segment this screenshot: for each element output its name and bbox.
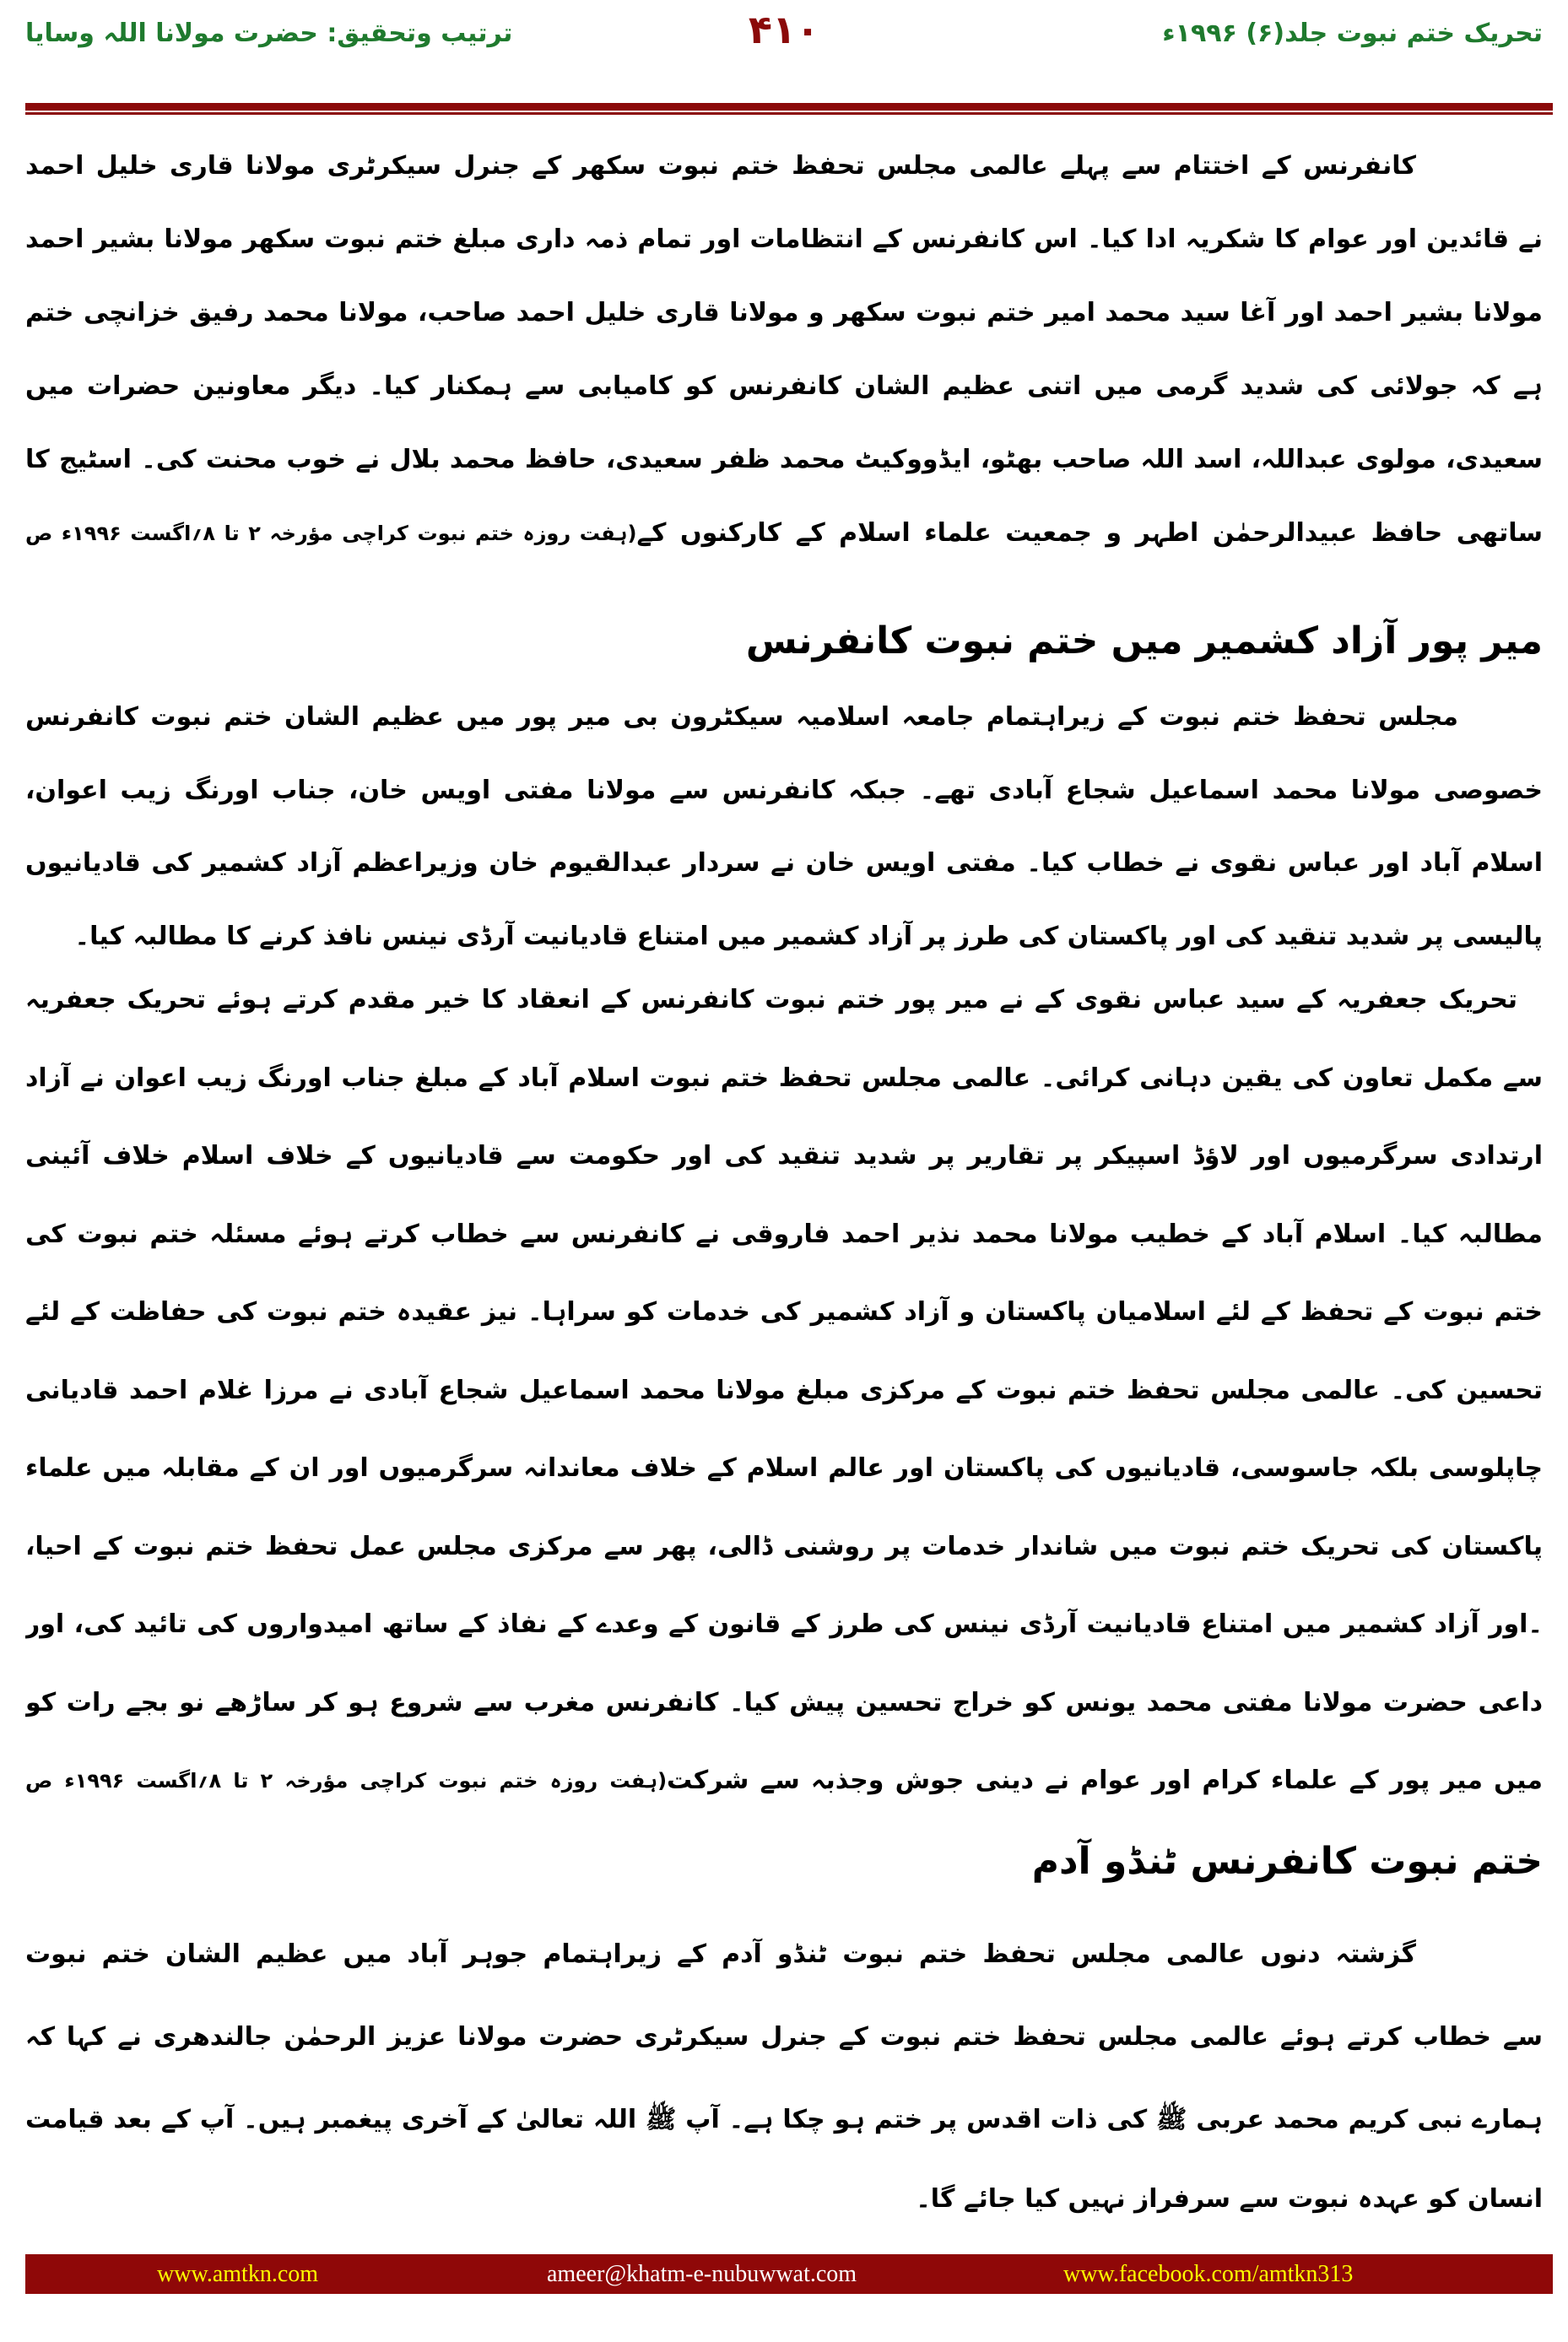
website-link[interactable]: www.amtkn.com bbox=[157, 2261, 319, 2287]
paragraph-line: مولانا بشیر احمد اور آغا سید محمد امیر ختم نبوت سکھر و مولانا قاری خلیل احمد صاحب، مولانا محمد رفیق خزانچی ختم bbox=[25, 298, 1543, 327]
paragraph-line: کانفرنس کے اختتام سے پہلے عالمی مجلس تحفظ ختم نبوت سکھر کے جنرل سیکرٹری مولانا قاری خلیل احمد bbox=[25, 151, 1416, 181]
book-title: تحریک ختم نبوت جلد(۶) ۱۹۹۶ء bbox=[1162, 19, 1543, 48]
paragraph-line: پالیسی پر شدید تنقید کی اور پاکستان کی طرز پر آزاد کشمیر میں امتناع قادیانیت آرڈی نینس نافذ کرنے کا مطالبہ کیا۔ bbox=[74, 922, 1543, 951]
section-heading: میر پور آزاد کشمیر میں ختم نبوت کانفرنس bbox=[745, 619, 1543, 663]
compiler-credit: ترتیب وتحقیق: حضرت مولانا اللہ وسایا bbox=[25, 19, 513, 48]
paragraph-line: پاکستان کی تحریک ختم نبوت میں شاندار خدمات پر روشنی ڈالی، پھر سے مرکزی مجلس عمل تحفظ ختم نبوت کے احیا، bbox=[25, 1532, 1543, 1561]
paragraph-line: نے قائدین اور عوام کا شکریہ ادا کیا۔ اس کانفرنس کے انتظامات اور تمام ذمہ داری مبلغ ختم نبوت سکھر مولانا بشیر احمد bbox=[25, 224, 1543, 254]
header-rule-thin bbox=[25, 112, 1553, 115]
paragraph-line: داعی حضرت مولانا مفتی محمد یونس کو خراج تحسین پیش کیا۔ کانفرنس مغرب سے شروع ہو کر ساڑھے نو بجے رات کو bbox=[25, 1688, 1543, 1717]
paragraph-line: مجلس تحفظ ختم نبوت کے زیراہتمام جامعہ اسلامیہ سیکٹرون بی میر پور میں عظیم الشان ختم نبوت کانفرنس bbox=[25, 702, 1458, 732]
paragraph-line-with-citation bbox=[25, 1753, 1543, 1809]
citation: (ہفت روزہ ختم نبوت کراچی مؤرخہ ۲ تا ۸؍اگست ۱۹۹۶ء ص bbox=[25, 1769, 668, 1793]
paragraph-line: سے خطاب کرتے ہوئے عالمی مجلس تحفظ ختم نبوت کے جنرل سیکرٹری حضرت مولانا عزیز الرحمٰن جالندھری نے کہا کہ bbox=[25, 2022, 1543, 2052]
paragraph-line: میں میر پور کے علماء کرام اور عوام نے دینی جوش وجذبہ سے شرکت bbox=[667, 1766, 1543, 1795]
paragraph-line: سعیدی، مولوی عبداللہ، اسد اللہ صاحب بھٹو، ایڈووکیٹ محمد ظفر سعیدی، حافظ محمد بلال نے خوب محنت کی۔ اسٹیج کا bbox=[25, 445, 1543, 474]
paragraph-line: ختم نبوت کے تحفظ کے لئے اسلامیان پاکستان و آزاد کشمیر کی خدمات کو سراہا۔ نیز عقیدہ ختم نبوت کی حفاظت کے لئے bbox=[25, 1297, 1543, 1327]
paragraph-line-with-citation bbox=[25, 506, 1543, 561]
header-rule-thick bbox=[25, 103, 1553, 111]
paragraph-line: ارتدادی سرگرمیوں اور لاؤڈ اسپیکر پر تقاریر پر شدید تنقید کی اور حکومت سے قادیانیوں کے خلاف اسلام خلاف آئینی bbox=[25, 1141, 1543, 1171]
paragraph-line: ساتھی حافظ عبیدالرحمٰن اطہر و جمعیت علماء اسلام کے کارکنوں کے bbox=[636, 518, 1543, 548]
paragraph-line: تحسین کی۔ عالمی مجلس تحفظ ختم نبوت کے مرکزی مبلغ مولانا محمد اسماعیل شجاع آبادی نے مرزا غلام احمد قادیانی bbox=[25, 1376, 1543, 1405]
paragraph-line: سے مکمل تعاون کی یقین دہانی کرائی۔ عالمی مجلس تحفظ ختم نبوت اسلام آباد کے مبلغ جناب اورنگ زیب اعوان نے آزاد bbox=[25, 1063, 1543, 1093]
section-heading: ختم نبوت کانفرنس ٹنڈو آدم bbox=[1031, 1840, 1543, 1883]
paragraph-line: ہمارے نبی کریم محمد عربی ﷺ کی ذات اقدس پر ختم ہو چکا ہے۔ آپ ﷺ اللہ تعالیٰ کے آخری پیغمبر ہیں۔ آپ کے بعد قیامت bbox=[25, 2105, 1543, 2134]
facebook-link[interactable]: www.facebook.com/amtkn313 bbox=[1063, 2261, 1354, 2287]
paragraph-line: چاپلوسی بلکہ جاسوسی، قادیانیوں کی پاکستان اور عالم اسلام کے خلاف معاندانہ سرگرمیوں اور ان کے مقابلہ میں علماء bbox=[25, 1453, 1543, 1483]
paragraph-line: مطالبہ کیا۔ اسلام آباد کے خطیب مولانا محمد نذیر احمد فاروقی نے کانفرنس سے خطاب کرتے ہوئے مسئلہ ختم نبوت کی bbox=[25, 1220, 1543, 1249]
footer-bar bbox=[25, 2254, 1553, 2294]
page-number: ۴۱۰ bbox=[748, 7, 820, 52]
paragraph-line: اسلام آباد اور عباس نقوی نے خطاب کیا۔ مفتی اویس خان نے سردار عبدالقیوم خان وزیراعظم آزاد کشمیر کی قادیانیوں bbox=[25, 848, 1543, 878]
citation: (ہفت روزہ ختم نبوت کراچی مؤرخہ ۲ تا ۸؍اگست ۱۹۹۶ء ص bbox=[25, 522, 637, 545]
paragraph-line: خصوصی مولانا محمد اسماعیل شجاع آبادی تھے۔ جبکہ کانفرنس سے مولانا مفتی اویس خان، جناب اورنگ زیب اعوان، bbox=[25, 776, 1543, 805]
paragraph-line: ہے کہ جولائی کی شدید گرمی میں اتنی عظیم الشان کانفرنس کو کامیابی سے ہمکنار کیا۔ دیگر معاونین حضرات میں bbox=[25, 371, 1543, 401]
paragraph-line: ۔اور آزاد کشمیر میں امتناع قادیانیت آرڈی نینس کی طرز کے قانون کے وعدے کے نفاذ کے ساتھ امیدواروں کی تائید کی، اور bbox=[25, 1609, 1543, 1639]
paragraph-line: تحریک جعفریہ کے سید عباس نقوی کے نے میر پور ختم نبوت کانفرنس کے انعقاد کا خیر مقدم کرتے ہوئے تحریک جعفریہ bbox=[25, 985, 1517, 1014]
email-link[interactable]: ameer@khatm-e-nubuwwat.com bbox=[547, 2261, 857, 2287]
paragraph-line: انسان کو عہدہ نبوت سے سرفراز نہیں کیا جائے گا۔ bbox=[916, 2184, 1543, 2214]
paragraph-line: گزشتہ دنوں عالمی مجلس تحفظ ختم نبوت ٹنڈو آدم کے زیراہتمام جوہر آباد میں عظیم الشان ختم نبوت bbox=[25, 1939, 1416, 1969]
